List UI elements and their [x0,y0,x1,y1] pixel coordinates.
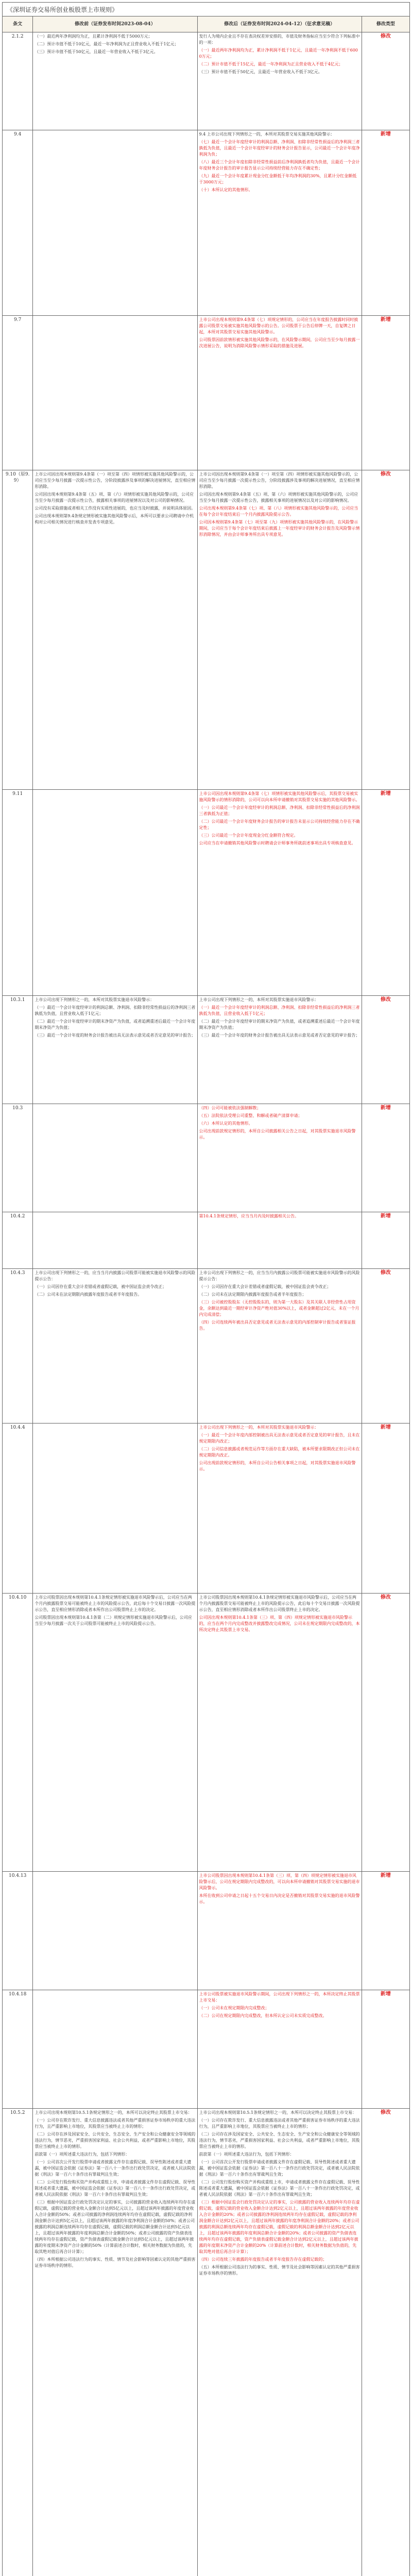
text-paragraph: 上市公司出现下列情形之一的，应当当月内披露公司股票可能被实施退市风险警示的风险提示公告： [35,1270,196,1281]
text-paragraph: （七）最近一个会计年度经审计的利润总额、净利润、扣除非经常性损益后的净利润三者孰低为负值，且最近一个会计年度经审计的财务会计报告显示，公司最近一个会计年度净利润为负； [199,140,360,157]
text-paragraph: （二）预计市值不低于15亿元，最近一年净利润为正且营业收入不低于4亿元； [199,62,343,66]
text-paragraph: 公司出现前款规定情形的，本所自公司公告相关事项之日起，对其股票实施退市风险警示。 [199,1461,356,1471]
clause-number: 9.4 [3,130,33,316]
text-paragraph: （二）预计市值不低于10亿元，最近一年净利润为正且营业收入不低于1亿元； [35,42,179,46]
text-paragraph: （一）公司因存在重大会计差错或者虚假记载，被中国证监会责令改正； [35,1284,167,1289]
change-type-label: 修改 [362,996,409,1104]
text-paragraph: 前款第（一）项所述重大违法行为，包括下列情形： [35,2152,130,2157]
text-paragraph: （五）本所根据公司违法行为的事实、性质、情节及社会影响等因素认定的其他严重损害证券市场秩序的情形。 [199,2265,360,2276]
old-text-cell [33,130,197,316]
new-text-cell [197,32,362,130]
text-paragraph: 第10.4.1条规定情形，应当当月内及时披露相关公告。 [199,1214,299,1218]
new-text-cell [197,2109,362,2576]
text-paragraph: 9.4 上市公司出现下列情形之一的，本所对其股票交易实施其他风险警示： [199,132,335,137]
new-text-cell [197,130,362,316]
text-paragraph: 上市公司因出现本规则第9.4条第（一）项至第（四）项情形被实施其他风险警示的，公司应当至少每月披露一次提示性公告，分阶段披露涉及事项的解决进展情况，直至相应情形消除。 [35,472,196,489]
text-paragraph: （四）公司连续两年被出具否定意见或者无法表示意见的内部控制审计报告或者鉴证报告。 [199,1320,356,1331]
text-paragraph: （八）最近三个会计年度扣除非经常性损益前后净利润孰低者均为负值，且最近一个会计年度财务会计报告的审计报告显示公司持续经营能力存在不确定性； [199,160,360,171]
text-paragraph: （一）最近一个会计年度经审计的利润总额、净利润、扣除非经常性损益后的净利润三者孰低为负值，且营业收入低于1亿元； [199,1005,360,1016]
header-new: 修改后（证券发布时间2024-04-12）（征求意见稿） [197,16,362,32]
text-paragraph: 公司因出现本规则第9.4条第（五）项、第（六）项情形被实施其他风险警示的，公司应当至少每月披露一次提示性公告，披露相关事项的进展情况以及对公司的影响情况。 [199,492,358,503]
table-row [3,1423,410,1594]
text-paragraph: （二）公司发行股份购买资产并构成重组上市，申请或者披露文件存在虚假记载、误导性陈述或者重大遗漏，被中国证监会依据《证券法》第一百八十一条作出行政处罚决定，或者被人民法院依据《刑法》第一百六十条作出有罪裁判且生效； [35,2180,196,2197]
clause-number: 10.5.2 [3,2109,33,2576]
text-paragraph: 上市公司出现下列情形之一的，本所对其股票实施退市风险警示： [199,997,319,1002]
text-paragraph: （三）公司被控股股东（无控股股东的，则为第一大股东）及其关联人非经营性占用资金，余额达到最近一期经审计净资产绝对值30%以上，或者金额超过2亿元，未在一个月内完成清偿； [199,1300,359,1317]
old-text-cell [33,32,197,130]
new-text-cell [197,1872,362,1990]
old-text-cell [33,1872,197,1990]
text-paragraph: （二）公司在规定期限内完成整改，但本所认定公司未实质完成整改。 [199,2013,327,2018]
table-row [3,1212,410,1269]
text-paragraph: 上市公司因出现本规则第9.4条第（七）项情形被实施其他风险警示后，其股票交易被实施风险警示的情形消除的，公司可以向本所申请撤销对其股票交易实施的其他风险警示。 [199,791,360,802]
clause-number: 2.1.2 [3,32,33,130]
new-text-cell [197,470,362,790]
text-paragraph: 上市公司出现下列情形之一的，本所对其股票实施退市风险警示： [199,1425,319,1430]
text-paragraph: 上市公司因出现本规则第9.4条第（一）项至第（四）项情形被实施其他风险警示的，公司应当至少每月披露一次提示性公告，分阶段披露涉及事项的解决进展情况，直至相应情形消除。 [199,472,360,489]
text-paragraph: （一）公司最近一个会计年度经审计的利润总额、净利润、扣除非经常性损益后的净利润三者孰低为正值； [199,805,360,816]
new-text-cell [197,1423,362,1594]
text-paragraph: （三）根据中国证监会行政处罚决定认定的事实，公司披露的营业收入连续两年均存在虚假记载，虚假记载的营业收入金额合计达到2亿元以上，且超过该两年披露的年度营业收入合计金额的20%；或者公司披露的净利润连续两年均存在虚假记载，虚假记载的净利润金额合计达到2亿元以上，且超过该两年披露的年度净利润合计金额的20%；或者公司披露的利润总额连续两年均存在虚假记载，虚假记载的利润总额金额合计达到2亿元以上，且超过该两年披露的年度利润总额合计金额的20%；或者公司披露的资产负债表连续两年均存在虚假记载，资产负债表虚假记载金额合计达到2亿元以上，且超过该两年披露的年度期末净资产合计金额的20%（计算前述合计数时，相关财务数据为负值的，先取其绝对值后再合计计算）； [199,2200,360,2254]
old-text-cell [33,790,197,996]
new-text-cell [197,1269,362,1423]
old-text-cell [33,316,197,470]
table-row [3,1594,410,1872]
change-type-label: 修改 [362,470,409,790]
text-paragraph: （三）公司最近一个会计年度现金分红金额符合规定。 [199,833,298,838]
text-paragraph: （一）公司首次公开发行股票申请或者披露文件存在虚假记载、误导性陈述或者重大遗漏，被中国证监会依据《证券法》第一百八十一条作出行政处罚决定，或者被人民法院依据《刑法》第一百六十条作出有罪裁判且生效； [199,2160,360,2177]
text-paragraph: 上市公司出现本规则第9.4条第（七）项规定情形的，公司应当在年度报告披露时同时披露公司股票交易被实施其他风险警示的公告。公司股票于公告后停牌一天，自复牌之日起，本所对其股票交易实施其他风险警示。 [199,317,358,334]
text-paragraph: 本所在收到公司申请之日起十五个交易日内决定是否撤销对其股票交易实施的退市风险警示。 [199,1893,360,1904]
clause-number: 10.4.13 [3,1872,33,1990]
new-text-cell [197,1990,362,2109]
change-type-label: 修改 [362,32,409,130]
document-title: 《深圳证券交易所创业板股票上市规则》 [2,2,410,16]
text-paragraph: （二）公司未在法定期限内披露年度报告或者半年度报告。 [35,1292,142,1297]
new-text-cell [197,790,362,996]
text-paragraph: （二）公司存在涉及国家安全、公共安全、生态安全、生产安全和公众健康安全等领域的违法行为，情节恶劣，严重损害国家利益、社会公共利益，或者严重影响上市地位，其股票应当被终止上市的情形。 [35,2132,196,2149]
old-text-cell [33,1212,197,1269]
text-paragraph: （一）最近两年净利润均为正，且累计净利润不低于5000万元； [35,34,152,39]
old-text-cell [33,1269,197,1423]
text-paragraph: （四）公司连续三年披露的年度报告或者半年度报告存在虚假记载的； [199,2257,327,2262]
table-row [3,1872,410,1990]
table-row [3,1269,410,1423]
table-row [3,470,410,790]
table-row [3,130,410,316]
header-change-type: 修改类型 [362,16,409,32]
text-paragraph: 公司因本规则第9.4条第（七）项至第（九）项情形被实施其他风险警示的，在风险警示期间，公司应当于每个会计年度结束后披露上一年度经审计的财务会计报告及风险警示情形消除情况，并由会计师事务所出具专项意见。 [199,520,360,537]
text-paragraph: （四）公司可能被依法强制解散； [199,1106,261,1110]
text-paragraph: （二）公司未在法定期限内披露年度报告或者半年度报告； [199,1292,306,1297]
text-paragraph: （一）公司因存在重大会计差错或者虚假记载，被中国证监会责令改正； [199,1284,331,1289]
clause-number: 10.4.18 [3,1990,33,2109]
clause-number: 9.7 [3,316,33,470]
text-paragraph: 上市公司出现本规则第10.5.1条规定情形之一的，本所可以决定终止其股票上市交易： [35,2110,192,2115]
old-text-cell [33,470,197,790]
text-paragraph: （一）最近一个会计年度内部控制被出具无法表示意见或者否定意见的审计报告，且未在规定期限内改正； [199,1433,360,1444]
text-paragraph: 公司股票因出现本规则第10.4.1条第（二）项规定情形被实施退市风险警示后，公司应当至少每月披露一次关于公司股票可能被终止上市的风险提示公告。 [35,1615,192,1626]
old-text-cell [33,1104,197,1212]
clause-number: 9.10（原9.9） [3,470,33,790]
text-paragraph: 公司因出现本规则第9.4条第（五）项、第（六）项情形被实施其他风险警示的，公司应当至少每月披露一次提示性公告，披露相关事项的进展情况以及对公司的影响情况。 [35,492,194,503]
header-old: 修改前（证券发布时间2023-08-04） [33,16,197,32]
old-text-cell [33,2109,197,2576]
text-paragraph: （三）根据中国证监会行政处罚决定认定的事实，公司披露的营业收入连续两年均存在虚假记载，虚假记载的营业收入金额合计达到5亿元以上，且超过该两年披露的年度营业收入合计金额的50%；或者公司披露的净利润连续两年均存在虚假记载，虚假记载的净利润金额合计达到5亿元以上，且超过该两年披露的年度净利润合计金额的50%；或者公司披露的利润总额连续两年均存在虚假记载，虚假记载的利润总额金额合计达到5亿元以上，且超过该两年披露的年度利润总额合计金额的50%；或者公司披露的资产负债表连续两年均存在虚假记载，资产负债表虚假记载金额合计达到5亿元以上，且超过该两年披露的年度期末净资产合计金额的50%（计算前述合计数时，相关财务数据为负值的，先取其绝对值后再合计计算）； [35,2200,196,2254]
text-paragraph: （二）公司发行股份购买资产并构成重组上市，申请或者披露文件存在虚假记载、误导性陈述或者重大遗漏，被中国证监会依据《证券法》第一百八十一条作出行政处罚决定，或者被人民法院依据《刑法》第一百六十条作出有罪裁判且生效； [199,2180,360,2197]
table-header-row [3,16,410,32]
new-text-cell [197,1594,362,1872]
table-row [3,316,410,470]
text-paragraph: （三）预计市值不低于50亿元，且最近一年营业收入不低于3亿元。 [199,70,322,74]
text-paragraph: （十）本所认定的其他情形。 [199,188,253,192]
text-paragraph: 上市公司股票因出现本规则第10.4.1条第（三）项、第（四）项规定情形被实施退市风险警示后，公司在规定期限内完成整改的，可以向本所申请撤销对其股票交易实施的退市风险警示。 [199,1873,360,1890]
old-text-cell [33,1594,197,1872]
text-paragraph: 上市公司出现下列情形之一的，应当当月内披露公司股票可能被实施退市风险警示的风险提示公告： [199,1270,360,1281]
text-paragraph: 上市公司出现下列情形之一的，本所对其股票实施退市风险警示： [35,997,154,1002]
change-type-label: 新增 [362,316,409,470]
text-paragraph: （一）公司未在规定期限内完成整改； [199,2006,269,2010]
text-paragraph: 上市公司股票因出现本规则第10.4.1条规定情形被实施退市风险警示后，公司应当在两个月内披露股票交易可能被终止上市的风险提示公告，此后每十个交易日披露一次风险提示公告，直至相应情形消除或者本所作出公司股票终止上市的决定。 [35,1595,196,1612]
text-paragraph: 发行人为境内企业且不存在表决权差异安排的，市值及财务指标应当至少符合下列标准中的一项： [199,34,360,45]
new-text-cell [197,996,362,1104]
text-paragraph: （一）最近一个会计年度经审计的利润总额、净利润、扣除非经常性损益后的净利润三者孰低为负值，且营业收入低于1亿元； [35,1005,196,1016]
change-type-label: 修改 [362,1594,409,1872]
text-paragraph: 上市公司股票因出现本规则第10.4.1条规定情形被实施退市风险警示后，公司应当在两个月内披露股票交易可能被终止上市的风险提示公告，此后每十个交易日披露一次风险提示公告，直至相应情形消除或者本所作出公司股票终止上市的决定。 [199,1595,360,1612]
text-paragraph: 公司应当在申请撤销其他风险警示时聘请会计师事务所就前述事项出具专项核查意见。 [199,841,356,845]
text-paragraph: （二）最近一个会计年度经审计的期末净资产为负值，或者追溯重述后最近一个会计年度期末净资产为负值； [35,1019,196,1030]
text-paragraph: 公司出现本规则第9.4条第（七）项、第（八）项情形被实施其他风险警示的，公司应当在每个会计年度结束后一个月内披露风险提示公告。 [199,506,358,517]
change-type-label: 修改 [362,2109,409,2576]
table-row [3,1104,410,1212]
clause-number: 10.3.1 [3,996,33,1104]
text-paragraph: （三）最近一个会计年度的财务会计报告被出具无法表示意见或者否定意见的审计报告； [199,1033,360,1038]
table-row [3,996,410,1104]
text-paragraph: 公司没有采取措施或者相关工作没有实质性进展的，也应当及时披露，并说明具体原因。 [35,506,196,511]
text-paragraph: （二）公司信息披露或者规范运作等方面存在重大缺陷，被本所要求限期改正但公司未在规定期限内改正。 [199,1447,360,1458]
new-text-cell [197,316,362,470]
text-paragraph: （一）公司存在欺诈发行、重大信息披露违法或者其他严重损害证券市场秩序的重大违法行为，且严重影响上市地位，其股票应当被终止上市的情形； [35,2118,196,2129]
table-row [3,32,410,130]
table-row [3,1990,410,2109]
text-paragraph: 公司出现本规则第9.4条规定情形被实施其他风险警示后，本所可以要求公司聘请中介机构对公司相关情况进行核查并发表专项意见。 [35,514,194,524]
change-type-label: 新增 [362,1104,409,1212]
change-type-label: 新增 [362,1872,409,1990]
text-paragraph: 公司出现前款规定情形的，本所自公司披露相关公告之日起，对其股票实施退市风险警示。 [199,1129,356,1140]
clause-number: 10.4.10 [3,1594,33,1872]
text-paragraph: 前款第（一）项所述重大违法行为，包括下列情形： [199,2152,294,2157]
header-clause: 条文 [3,16,33,32]
clause-number: 10.3 [3,1104,33,1212]
text-paragraph: （二）公司最近一个会计年度财务会计报告的审计报告未显示公司持续经营能力存在不确定性； [199,819,360,830]
old-text-cell [33,996,197,1104]
table-row [3,2109,410,2576]
table-row [3,790,410,996]
clause-number: 9.11 [3,790,33,996]
text-paragraph: （五）法院依法受理公司重整、和解或者破产清算申请； [199,1113,302,1118]
clause-number: 10.4.4 [3,1423,33,1594]
text-paragraph: （四）本所根据公司违法行为的事实、性质、情节及社会影响等因素认定的其他严重损害证券市场秩序的情形。 [35,2257,196,2268]
text-paragraph: 公司因出现本规则第10.4.1条第（三）项、第（四）项规定情形被实施退市风险警示的，应当在两个月内完成整改并披露整改完成情况，公司未在规定期限内完成整改的，本所决定终止其股票上市交易。 [199,1615,360,1632]
old-text-cell [33,1423,197,1594]
text-paragraph: （九）最近一个会计年度累计现金分红金额低于年均净利润的30%，且累计分红金额低于3000万元； [199,174,357,184]
change-type-label: 新增 [362,130,409,316]
change-type-label: 新增 [362,790,409,996]
text-paragraph: 上市公司股票被实施退市风险警示期间，公司出现下列情形之一的，本所决定终止其股票上市交易： [199,1992,360,2003]
text-paragraph: （一）公司首次公开发行股票申请或者披露文件存在虚假记载、误导性陈述或者重大遗漏，被中国证监会依据《证券法》第一百八十一条作出行政处罚决定，或者被人民法院依据《刑法》第一百六十条作出有罪裁判且生效； [35,2160,196,2177]
change-type-label: 新增 [362,1990,409,2109]
new-text-cell [197,1104,362,1212]
text-paragraph: （二）公司存在涉及国家安全、公共安全、生态安全、生产安全和公众健康安全等领域的违法行为，情节恶劣，严重损害国家利益、社会公共利益，或者严重影响上市地位，其股票应当被终止上市的情形。 [199,2132,360,2149]
text-paragraph: （一）最近两年净利润均为正，累计净利润不低于1亿元，且最近一年净利润不低于6000万元； [199,48,358,59]
text-paragraph: （三）最近一个会计年度的财务会计报告被出具无法表示意见或者否定意见的审计报告； [35,1033,196,1038]
change-type-label: 修改 [362,1269,409,1423]
text-paragraph: 上市公司出现本规则第10.5.1条规定情形之一的，本所可以决定终止其股票上市交易： [199,2110,356,2115]
clause-number: 10.4.2 [3,1212,33,1269]
text-paragraph: （三）预计市值不低于50亿元，且最近一年营业收入不低于3亿元。 [35,49,158,54]
text-paragraph: （一）公司存在欺诈发行、重大信息披露违法或者其他严重损害证券市场秩序的重大违法行为，且严重影响上市地位，其股票应当被终止上市的情形； [199,2118,360,2129]
text-paragraph: （六）本所认定的其他情形。 [199,1121,253,1126]
change-type-label: 新增 [362,1212,409,1269]
old-text-cell [33,1990,197,2109]
change-type-label: 新增 [362,1423,409,1594]
text-paragraph: （二）最近一个会计年度经审计的期末净资产为负值，或者追溯重述后最近一个会计年度期末净资产为负值； [199,1019,360,1030]
clause-number: 10.4.3 [3,1269,33,1423]
text-paragraph: 公司股票因前款情形被实施其他风险警示的，在风险警示期间，公司应当至少每月披露一次进展公告，说明为消除风险警示情形采取的措施及进展。 [199,337,360,348]
new-text-cell [197,1212,362,1269]
comparison-table [2,16,410,2576]
